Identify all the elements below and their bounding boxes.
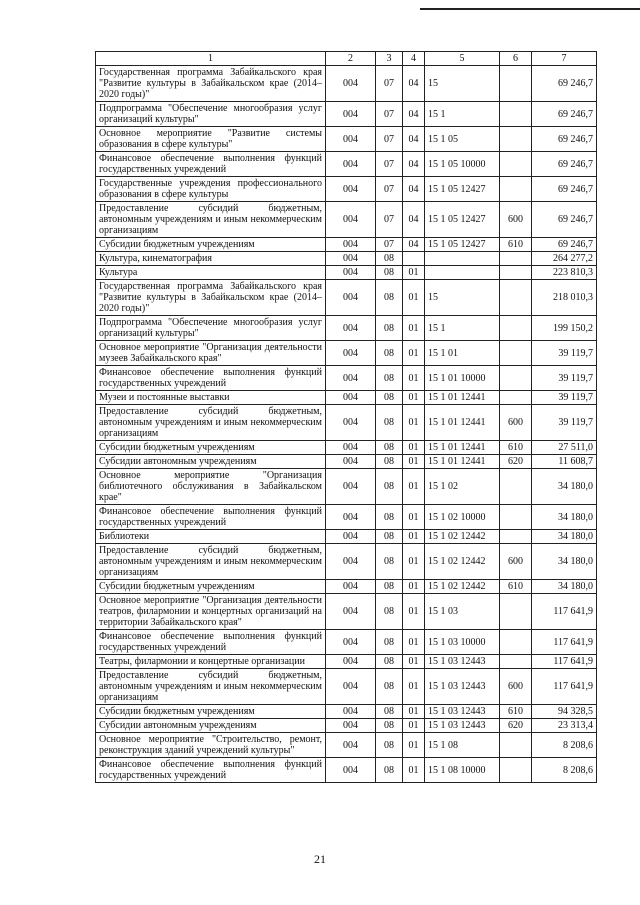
section-code: 08 [376, 544, 403, 580]
amount: 39 119,7 [532, 405, 597, 441]
amount: 94 328,5 [532, 705, 597, 719]
section-code: 08 [376, 405, 403, 441]
expense-type-code [500, 127, 532, 152]
admin-code: 004 [326, 630, 376, 655]
admin-code: 004 [326, 391, 376, 405]
subsection-code: 01 [403, 580, 425, 594]
expense-type-code [500, 316, 532, 341]
header-row [96, 52, 597, 66]
subsection-code: 04 [403, 127, 425, 152]
target-code: 15 1 [425, 102, 500, 127]
row-name: Субсидии бюджетным учреждениям [96, 238, 326, 252]
amount: 34 180,0 [532, 544, 597, 580]
target-code: 15 1 01 12441 [425, 455, 500, 469]
table-row [96, 341, 597, 366]
subsection-code: 01 [403, 705, 425, 719]
amount: 264 277,2 [532, 252, 597, 266]
row-name: Государственная программа Забайкальского края "Развитие культуры в Забайкальском крае (2014–2020 годы)" [96, 66, 326, 102]
section-code: 08 [376, 655, 403, 669]
row-name: Основное мероприятие "Организация деятельности театров, филармонии и концертных организаций на территории Забайкальского края" [96, 594, 326, 630]
target-code: 15 1 02 [425, 469, 500, 505]
amount: 69 246,7 [532, 238, 597, 252]
expense-type-code: 610 [500, 441, 532, 455]
subsection-code: 04 [403, 152, 425, 177]
expense-type-code [500, 152, 532, 177]
subsection-code: 04 [403, 102, 425, 127]
subsection-code: 01 [403, 719, 425, 733]
admin-code: 004 [326, 280, 376, 316]
table-row [96, 544, 597, 580]
admin-code: 004 [326, 127, 376, 152]
subsection-code: 04 [403, 238, 425, 252]
table-row [96, 580, 597, 594]
admin-code: 004 [326, 455, 376, 469]
target-code: 15 1 03 10000 [425, 630, 500, 655]
amount: 34 180,0 [532, 469, 597, 505]
amount: 69 246,7 [532, 102, 597, 127]
admin-code: 004 [326, 594, 376, 630]
amount: 117 641,9 [532, 630, 597, 655]
table-row [96, 202, 597, 238]
target-code: 15 1 [425, 316, 500, 341]
col-header-2: 2 [326, 52, 376, 66]
amount: 69 246,7 [532, 177, 597, 202]
subsection-code: 01 [403, 391, 425, 405]
row-name: Подпрограмма "Обеспечение многообразия услуг организаций культуры" [96, 102, 326, 127]
amount: 39 119,7 [532, 391, 597, 405]
subsection-code: 01 [403, 594, 425, 630]
amount: 69 246,7 [532, 66, 597, 102]
section-code: 07 [376, 152, 403, 177]
col-header-3: 3 [376, 52, 403, 66]
admin-code: 004 [326, 505, 376, 530]
target-code: 15 1 05 10000 [425, 152, 500, 177]
table-row [96, 252, 597, 266]
expense-type-code [500, 66, 532, 102]
admin-code: 004 [326, 405, 376, 441]
expense-type-code: 600 [500, 669, 532, 705]
target-code: 15 1 01 [425, 341, 500, 366]
section-code: 08 [376, 391, 403, 405]
table-row [96, 669, 597, 705]
admin-code: 004 [326, 102, 376, 127]
col-header-5: 5 [425, 52, 500, 66]
col-header-6: 6 [500, 52, 532, 66]
amount: 39 119,7 [532, 341, 597, 366]
section-code: 08 [376, 441, 403, 455]
table-row [96, 455, 597, 469]
target-code: 15 1 02 10000 [425, 505, 500, 530]
expense-type-code [500, 266, 532, 280]
row-name: Субсидии бюджетным учреждениям [96, 441, 326, 455]
section-code: 08 [376, 719, 403, 733]
row-name: Субсидии автономным учреждениям [96, 455, 326, 469]
amount: 69 246,7 [532, 152, 597, 177]
table-row [96, 366, 597, 391]
table-row [96, 266, 597, 280]
table-row [96, 66, 597, 102]
table-row [96, 655, 597, 669]
section-code: 08 [376, 469, 403, 505]
row-name: Предоставление субсидий бюджетным, автономным учреждениям и иным некоммерческим организациям [96, 544, 326, 580]
section-code: 08 [376, 341, 403, 366]
amount: 199 150,2 [532, 316, 597, 341]
admin-code: 004 [326, 719, 376, 733]
admin-code: 004 [326, 530, 376, 544]
row-name: Основное мероприятие "Строительство, ремонт, реконструкция зданий учреждений культуры" [96, 733, 326, 758]
row-name: Основное мероприятие "Организация библиотечного обслуживания в Забайкальском крае" [96, 469, 326, 505]
target-code: 15 1 02 12442 [425, 544, 500, 580]
admin-code: 004 [326, 177, 376, 202]
section-code: 08 [376, 594, 403, 630]
row-name: Государственные учреждения профессионального образования в сфере культуры [96, 177, 326, 202]
admin-code: 004 [326, 669, 376, 705]
col-header-1: 1 [96, 52, 326, 66]
table-row [96, 177, 597, 202]
expense-type-code [500, 366, 532, 391]
row-name: Субсидии бюджетным учреждениям [96, 705, 326, 719]
section-code: 07 [376, 177, 403, 202]
row-name: Государственная программа Забайкальского края "Развитие культуры в Забайкальском крае (2014–2020 годы)" [96, 280, 326, 316]
table-row [96, 758, 597, 783]
subsection-code: 01 [403, 544, 425, 580]
admin-code: 004 [326, 758, 376, 783]
subsection-code: 01 [403, 758, 425, 783]
admin-code: 004 [326, 655, 376, 669]
admin-code: 004 [326, 266, 376, 280]
subsection-code: 01 [403, 266, 425, 280]
amount: 117 641,9 [532, 669, 597, 705]
admin-code: 004 [326, 316, 376, 341]
target-code [425, 252, 500, 266]
subsection-code: 01 [403, 366, 425, 391]
section-code: 08 [376, 530, 403, 544]
admin-code: 004 [326, 202, 376, 238]
amount: 11 608,7 [532, 455, 597, 469]
expense-type-code: 620 [500, 455, 532, 469]
subsection-code: 04 [403, 177, 425, 202]
row-name: Финансовое обеспечение выполнения функций государственных учреждений [96, 758, 326, 783]
section-code: 07 [376, 202, 403, 238]
subsection-code: 01 [403, 405, 425, 441]
target-code: 15 1 05 12427 [425, 238, 500, 252]
expense-type-code [500, 733, 532, 758]
subsection-code: 01 [403, 733, 425, 758]
target-code: 15 1 01 10000 [425, 366, 500, 391]
admin-code: 004 [326, 252, 376, 266]
expense-type-code [500, 505, 532, 530]
target-code: 15 1 01 12441 [425, 441, 500, 455]
section-code: 08 [376, 316, 403, 341]
subsection-code: 04 [403, 202, 425, 238]
section-code: 07 [376, 238, 403, 252]
row-name: Культура [96, 266, 326, 280]
table-row [96, 152, 597, 177]
expense-type-code: 600 [500, 405, 532, 441]
admin-code: 004 [326, 580, 376, 594]
section-code: 07 [376, 127, 403, 152]
section-code: 08 [376, 630, 403, 655]
section-code: 08 [376, 733, 403, 758]
subsection-code [403, 252, 425, 266]
row-name: Субсидии бюджетным учреждениям [96, 580, 326, 594]
top-rule [420, 8, 640, 10]
target-code: 15 [425, 66, 500, 102]
table-row [96, 469, 597, 505]
section-code: 08 [376, 758, 403, 783]
target-code: 15 1 02 12442 [425, 530, 500, 544]
target-code: 15 1 05 12427 [425, 202, 500, 238]
amount: 34 180,0 [532, 580, 597, 594]
col-header-7: 7 [532, 52, 597, 66]
row-name: Основное мероприятие "Развитие системы образования в сфере культуры" [96, 127, 326, 152]
target-code: 15 1 03 [425, 594, 500, 630]
section-code: 08 [376, 252, 403, 266]
admin-code: 004 [326, 341, 376, 366]
amount: 69 246,7 [532, 127, 597, 152]
row-name: Подпрограмма "Обеспечение многообразия услуг организаций культуры" [96, 316, 326, 341]
row-name: Театры, филармонии и концертные организации [96, 655, 326, 669]
row-name: Музеи и постоянные выставки [96, 391, 326, 405]
section-code: 08 [376, 455, 403, 469]
row-name: Финансовое обеспечение выполнения функций государственных учреждений [96, 152, 326, 177]
subsection-code: 01 [403, 505, 425, 530]
section-code: 08 [376, 266, 403, 280]
row-name: Предоставление субсидий бюджетным, автономным учреждениям и иным некоммерческим организациям [96, 405, 326, 441]
table-row [96, 441, 597, 455]
amount: 8 208,6 [532, 758, 597, 783]
expense-type-code [500, 530, 532, 544]
target-code: 15 1 03 12443 [425, 705, 500, 719]
row-name: Основное мероприятие "Организация деятельности музеев Забайкальского края" [96, 341, 326, 366]
expense-type-code: 610 [500, 705, 532, 719]
table-row [96, 719, 597, 733]
expense-type-code: 610 [500, 238, 532, 252]
subsection-code: 04 [403, 66, 425, 102]
expense-type-code [500, 655, 532, 669]
admin-code: 004 [326, 705, 376, 719]
expense-type-code [500, 594, 532, 630]
section-code: 07 [376, 102, 403, 127]
expense-type-code [500, 469, 532, 505]
amount: 69 246,7 [532, 202, 597, 238]
subsection-code: 01 [403, 316, 425, 341]
admin-code: 004 [326, 441, 376, 455]
row-name: Финансовое обеспечение выполнения функций государственных учреждений [96, 630, 326, 655]
table-row [96, 630, 597, 655]
expense-type-code [500, 630, 532, 655]
section-code: 08 [376, 580, 403, 594]
expense-type-code [500, 391, 532, 405]
row-name: Финансовое обеспечение выполнения функций государственных учреждений [96, 366, 326, 391]
expense-type-code: 610 [500, 580, 532, 594]
section-code: 08 [376, 505, 403, 530]
amount: 117 641,9 [532, 655, 597, 669]
expense-type-code: 600 [500, 544, 532, 580]
amount: 34 180,0 [532, 505, 597, 530]
subsection-code: 01 [403, 630, 425, 655]
amount: 34 180,0 [532, 530, 597, 544]
budget-table [95, 51, 597, 783]
table-row [96, 280, 597, 316]
target-code: 15 [425, 280, 500, 316]
section-code: 07 [376, 66, 403, 102]
table-row [96, 705, 597, 719]
table-row [96, 505, 597, 530]
section-code: 08 [376, 366, 403, 391]
admin-code: 004 [326, 152, 376, 177]
amount: 39 119,7 [532, 366, 597, 391]
subsection-code: 01 [403, 530, 425, 544]
table-row [96, 594, 597, 630]
subsection-code: 01 [403, 669, 425, 705]
target-code: 15 1 05 [425, 127, 500, 152]
subsection-code: 01 [403, 455, 425, 469]
expense-type-code [500, 102, 532, 127]
target-code: 15 1 05 12427 [425, 177, 500, 202]
row-name: Предоставление субсидий бюджетным, автономным учреждениям и иным некоммерческим организациям [96, 202, 326, 238]
admin-code: 004 [326, 66, 376, 102]
target-code [425, 266, 500, 280]
target-code: 15 1 01 12441 [425, 391, 500, 405]
subsection-code: 01 [403, 469, 425, 505]
row-name: Культура, кинематография [96, 252, 326, 266]
expense-type-code [500, 280, 532, 316]
target-code: 15 1 01 12441 [425, 405, 500, 441]
table-row [96, 316, 597, 341]
admin-code: 004 [326, 366, 376, 391]
row-name: Финансовое обеспечение выполнения функций государственных учреждений [96, 505, 326, 530]
section-code: 08 [376, 705, 403, 719]
subsection-code: 01 [403, 655, 425, 669]
amount: 218 010,3 [532, 280, 597, 316]
row-name: Предоставление субсидий бюджетным, автономным учреждениям и иным некоммерческим организациям [96, 669, 326, 705]
target-code: 15 1 03 12443 [425, 719, 500, 733]
amount: 27 511,0 [532, 441, 597, 455]
admin-code: 004 [326, 733, 376, 758]
expense-type-code [500, 177, 532, 202]
target-code: 15 1 02 12442 [425, 580, 500, 594]
expense-type-code: 600 [500, 202, 532, 238]
admin-code: 004 [326, 469, 376, 505]
amount: 8 208,6 [532, 733, 597, 758]
target-code: 15 1 08 [425, 733, 500, 758]
target-code: 15 1 08 10000 [425, 758, 500, 783]
subsection-code: 01 [403, 441, 425, 455]
table-row [96, 530, 597, 544]
admin-code: 004 [326, 238, 376, 252]
col-header-4: 4 [403, 52, 425, 66]
table-row [96, 102, 597, 127]
row-name: Библиотеки [96, 530, 326, 544]
expense-type-code [500, 758, 532, 783]
page-number: 21 [314, 852, 326, 866]
amount: 23 313,4 [532, 719, 597, 733]
table-row [96, 391, 597, 405]
expense-type-code [500, 341, 532, 366]
table-row [96, 733, 597, 758]
target-code: 15 1 03 12443 [425, 669, 500, 705]
section-code: 08 [376, 669, 403, 705]
expense-type-code: 620 [500, 719, 532, 733]
table-row [96, 238, 597, 252]
target-code: 15 1 03 12443 [425, 655, 500, 669]
row-name: Субсидии автономным учреждениям [96, 719, 326, 733]
table-row [96, 405, 597, 441]
table-row [96, 127, 597, 152]
subsection-code: 01 [403, 280, 425, 316]
admin-code: 004 [326, 544, 376, 580]
amount: 117 641,9 [532, 594, 597, 630]
expense-type-code [500, 252, 532, 266]
section-code: 08 [376, 280, 403, 316]
subsection-code: 01 [403, 341, 425, 366]
amount: 223 810,3 [532, 266, 597, 280]
